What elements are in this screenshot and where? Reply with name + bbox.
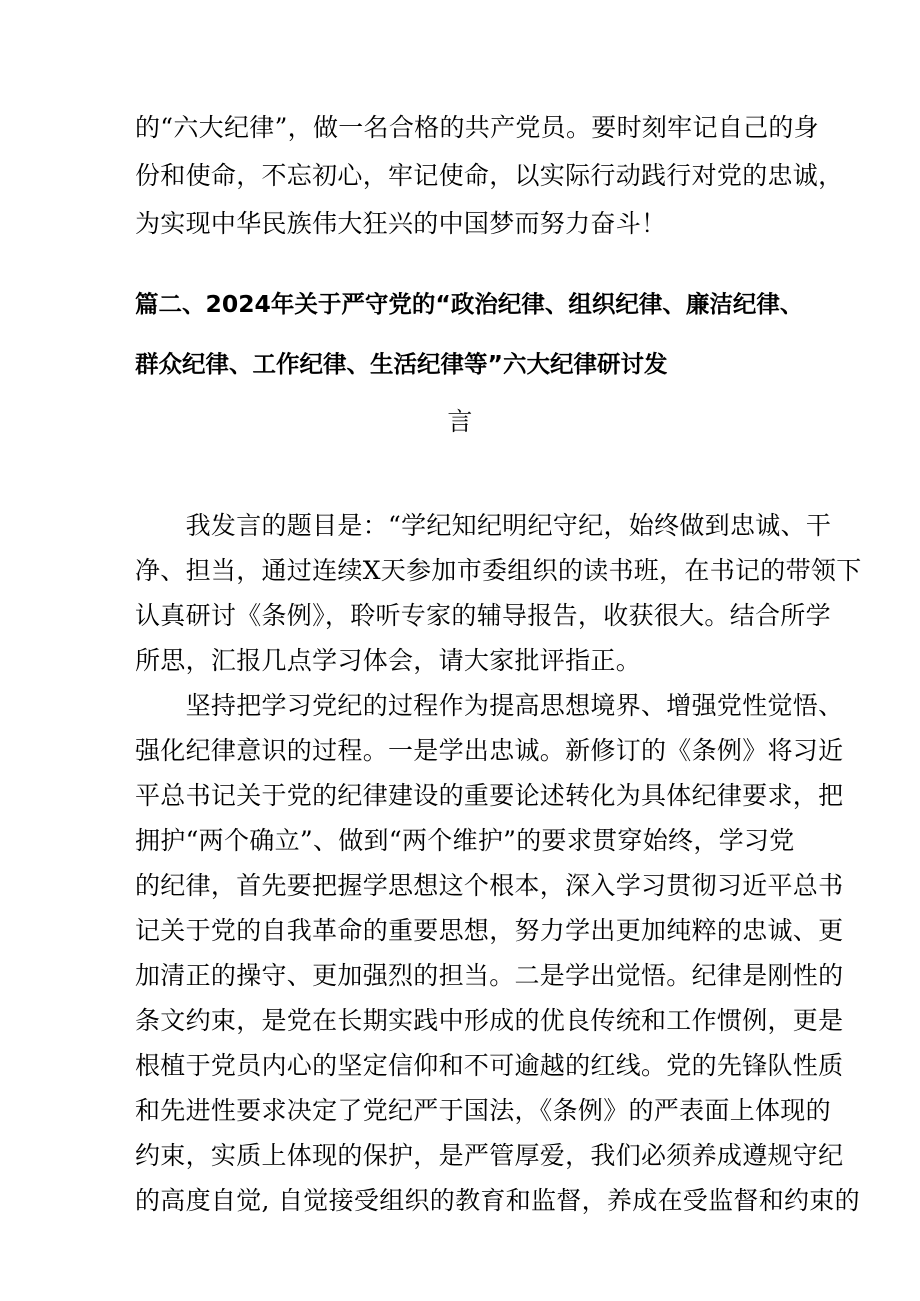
body-line: 根植于党员内心的坚定信仰和不可逾越的红线。党的先锋队性质 [135,1051,844,1080]
body-line: 强化纪律意识的过程。一是学出忠诚。新修订的《条例》将习近 [135,736,844,765]
body-line: 的高度自觉, 自觉接受组织的教育和监督，养成在受监督和约束的 [135,1186,860,1215]
body-line: 认真研讨《条例》，聆听专家的辅导报告，收获很大。结合所学 [135,601,831,630]
body-line: 平总书记关于党的纪律建设的重要论述转化为具体纪律要求，把 [135,781,844,810]
intro-line: 的“六大纪律”，做一名合格的共产党员。要时刻牢记自己的身 [135,113,819,142]
body-line: 约束，实质上体现的保护，是严管厚爱，我们必须养成遵规守纪 [135,1141,844,1170]
intro-line: 为实现中华民族伟大狂兴的中国梦而努力奋斗！ [135,209,667,238]
body-line: 条文约束，是党在长期实践中形成的优良传统和工作惯例，更是 [135,1006,844,1035]
section-heading-line: 言 [447,407,473,436]
intro-line: 份和使命，不忘初心，牢记使命，以实际行动践行对党的忠诚， [135,161,844,190]
body-line: 所思，汇报几点学习体会，请大家批评指正。 [135,646,642,675]
body-line: 我发言的题目是：“学纪知纪明纪守纪，始终做到忠诚、干 [135,511,832,540]
body-line: 的纪律，首先要把握学思想这个根本，深入学习贯彻习近平总书 [135,871,844,900]
body-line: 拥护“两个确立”、做到“两个维护”的要求贯穿始终，学习党 [135,826,795,855]
body-line: 和先进性要求决定了党纪严于国法，《条例》的严表面上体现的 [135,1096,831,1125]
body-line: 记关于党的自我革命的重要思想，努力学出更加纯粹的忠诚、更 [135,916,844,945]
section-heading-line: 群众纪律、工作纪律、生活纪律等”六大纪律研讨发 [135,350,668,378]
body-line: 坚持把学习党纪的过程作为提高思想境界、增强党性觉悟、 [135,691,844,720]
section-heading-line: 篇二、2024年关于严守党的“政治纪律、组织纪律、廉洁纪律、 [135,290,804,318]
body-line: 净、担当，通过连续X天参加市委组织的读书班，在书记的带领下 [135,556,862,585]
body-line: 加清正的操守、更加强烈的担当。二是学出觉悟。纪律是刚性的 [135,961,844,990]
